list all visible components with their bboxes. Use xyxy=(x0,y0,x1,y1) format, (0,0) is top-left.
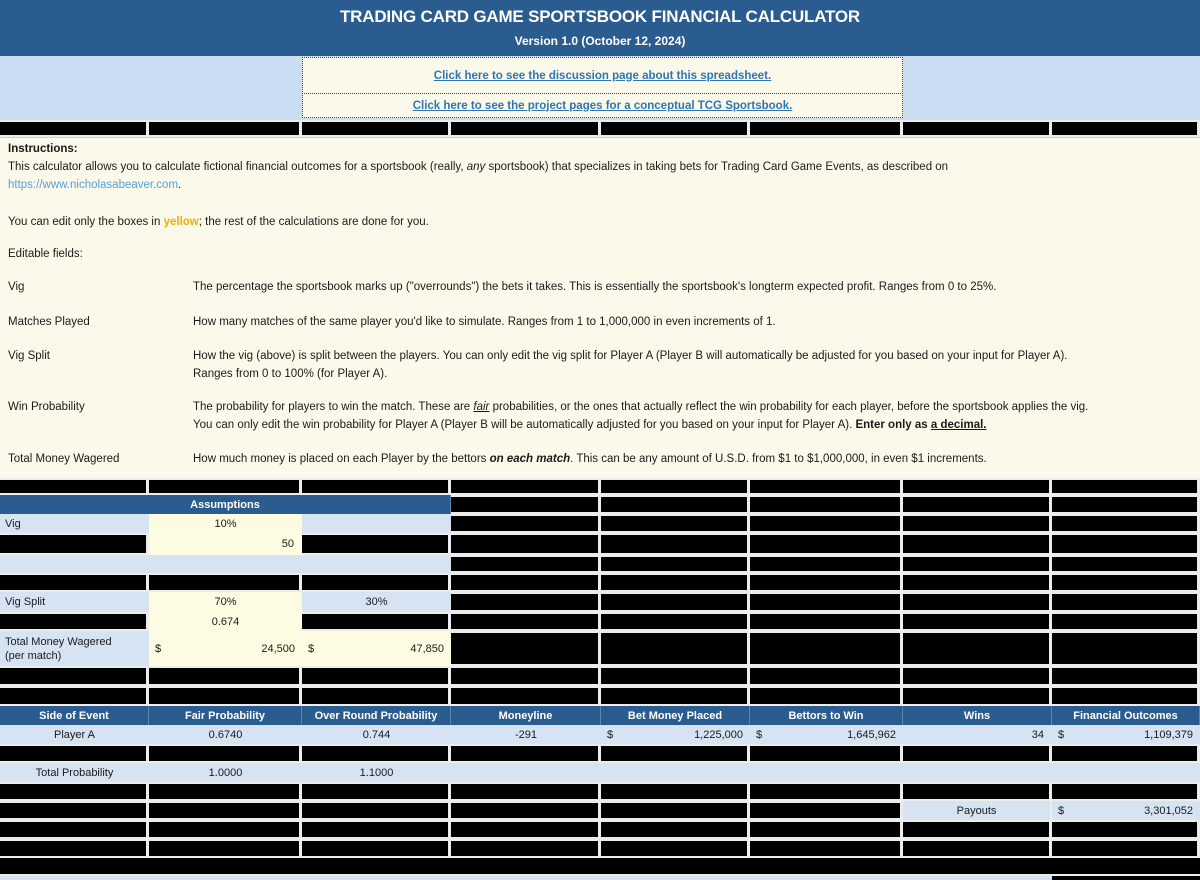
redacted-row xyxy=(0,120,1200,137)
redacted-cell xyxy=(1052,631,1200,666)
tmw-text: How much money is placed on each Player by the bettors xyxy=(193,453,490,465)
currency-symbol: $ xyxy=(756,728,763,741)
version-subtitle: Version 1.0 (October 12, 2024) xyxy=(514,34,686,48)
currency-symbol: $ xyxy=(607,728,614,741)
payouts-row xyxy=(0,801,1200,820)
edit-note-line xyxy=(8,216,429,229)
tmw-text-end: . This can be any amount of U.S.D. from $1 to $1,000,000, in even $1 increments. xyxy=(570,453,987,465)
field-label-total-money-wagered: Total Money Wagered xyxy=(8,453,120,465)
redacted-cell xyxy=(302,744,451,763)
redacted-cell xyxy=(1052,555,1200,573)
instructions-heading: Instructions: xyxy=(8,143,78,155)
redacted-cell xyxy=(750,782,903,801)
edit-note-highlight: yellow xyxy=(163,216,199,228)
redacted-cell xyxy=(0,533,149,555)
redacted-cell xyxy=(451,612,601,631)
redacted-cell xyxy=(1052,533,1200,555)
redacted-cell xyxy=(302,686,451,706)
redacted-cell xyxy=(903,120,1052,137)
redacted-cell xyxy=(0,666,149,686)
redacted-cell xyxy=(451,514,601,533)
links-box xyxy=(302,57,903,118)
player-a-side-cell: Player A xyxy=(0,725,149,744)
win-prob-bold-underline: a decimal. xyxy=(930,419,987,431)
financial-outcome-value: 1,109,379 xyxy=(1144,728,1193,741)
redacted-cell xyxy=(601,631,750,666)
vig-split-a-input-cell[interactable]: 70% xyxy=(149,592,302,612)
redacted-cell xyxy=(302,533,451,555)
redacted-row xyxy=(0,839,1200,858)
redacted-cell xyxy=(0,612,149,631)
redacted-cell xyxy=(149,686,302,706)
redacted-cell xyxy=(451,839,601,858)
assumptions-header: Assumptions xyxy=(0,495,451,514)
currency-symbol: $ xyxy=(155,642,162,655)
spacer-row xyxy=(0,555,1200,573)
site-link-line xyxy=(8,179,181,192)
redacted-cell xyxy=(1052,820,1200,839)
header-wins: Wins xyxy=(903,706,1052,725)
page-title: TRADING CARD GAME SPORTSBOOK FINANCIAL CALCULATOR xyxy=(339,7,861,26)
redacted-cell xyxy=(903,514,1052,533)
outcomes-table-header-row xyxy=(0,706,1200,725)
field-desc-vig: The percentage the sportsbook marks up ("overrounds") the bets it takes. This is essentially the sportsbook's longterm expected profit. Ranges from 0 to 25%. xyxy=(193,281,997,293)
paragraph-text-end: sportsbook) that specializes in taking bets for Trading Card Game Events, as described on xyxy=(485,161,949,173)
redacted-cell xyxy=(451,631,601,666)
redacted-cell xyxy=(903,533,1052,555)
site-link[interactable]: https://www.nicholasabeaver.com xyxy=(8,179,179,191)
redacted-cell xyxy=(0,820,149,839)
total-probability-row xyxy=(0,763,1200,782)
redacted-cell xyxy=(302,120,451,137)
header-bet-money-placed: Bet Money Placed xyxy=(601,706,750,725)
tmw-b-value: 47,850 xyxy=(410,642,444,655)
win-prob-text-end: probabilities, or the ones that actually reflect the win probability for each player, before the sportsbook applies the vig. xyxy=(489,401,1089,413)
field-desc-total-money-wagered xyxy=(193,453,987,466)
win-prob-line2-text: You can only edit the win probability for Player A (Player B will be automatically adjusted for you based on your input for Player A). xyxy=(193,419,856,431)
bottom-strip xyxy=(0,876,1200,880)
tmw-b-input-cell[interactable] xyxy=(302,631,451,666)
redacted-cell xyxy=(601,592,750,612)
redacted-cell xyxy=(451,533,601,555)
redacted-cell xyxy=(149,820,302,839)
win-probability-input-cell[interactable]: 0.674 xyxy=(149,612,302,631)
redacted-cell xyxy=(601,801,750,820)
redacted-cell xyxy=(1052,495,1200,514)
redacted-cell xyxy=(601,839,750,858)
field-label-win-probability: Win Probability xyxy=(8,401,85,413)
redacted-cell xyxy=(149,801,302,820)
currency-symbol: $ xyxy=(308,642,315,655)
tmw-label-line1: Total Money Wagered xyxy=(5,635,112,648)
bottom-strip-blue xyxy=(0,876,1052,880)
vig-split-b-cell: 30% xyxy=(302,592,451,612)
redacted-cell xyxy=(750,666,903,686)
redacted-cell xyxy=(601,744,750,763)
currency-symbol: $ xyxy=(1058,804,1065,817)
redacted-row xyxy=(0,478,1200,495)
instructions-panel xyxy=(0,137,1200,478)
redacted-cell xyxy=(0,686,149,706)
redacted-bar xyxy=(0,858,1200,876)
vig-input-cell[interactable]: 10% xyxy=(149,514,302,533)
matches-played-row xyxy=(0,533,1200,555)
win-prob-bold: Enter only as xyxy=(855,419,931,431)
redacted-cell xyxy=(451,782,601,801)
redacted-cell xyxy=(1052,592,1200,612)
total-over-round-probability-cell: 1.1000 xyxy=(302,763,451,782)
player-a-financial-outcome-cell xyxy=(1052,725,1200,744)
redacted-row xyxy=(0,666,1200,686)
redacted-cell xyxy=(903,782,1052,801)
redacted-row xyxy=(0,573,1200,592)
redacted-cell xyxy=(903,744,1052,763)
redacted-cell xyxy=(451,555,601,573)
redacted-cell xyxy=(601,533,750,555)
redacted-cell xyxy=(903,820,1052,839)
redacted-cell xyxy=(451,666,601,686)
total-probability-label-cell: Total Probability xyxy=(0,763,149,782)
redacted-cell xyxy=(601,514,750,533)
redacted-cell xyxy=(750,612,903,631)
tmw-a-value: 24,500 xyxy=(261,642,295,655)
redacted-cell xyxy=(1052,514,1200,533)
header-bettors-to-win: Bettors to Win xyxy=(750,706,903,725)
redacted-cell xyxy=(1052,744,1200,763)
redacted-row xyxy=(0,686,1200,706)
redacted-cell xyxy=(1052,573,1200,592)
redacted-cell xyxy=(451,820,601,839)
redacted-cell xyxy=(601,820,750,839)
vig-label-cell: Vig xyxy=(0,514,149,533)
redacted-cell xyxy=(302,839,451,858)
win-probability-row xyxy=(0,612,1200,631)
redacted-cell xyxy=(0,839,149,858)
player-a-moneyline-cell: -291 xyxy=(451,725,601,744)
matches-played-input-cell[interactable]: 50 xyxy=(149,533,302,555)
redacted-cell xyxy=(750,514,903,533)
vig-row xyxy=(0,514,1200,533)
redacted-cell xyxy=(903,839,1052,858)
redacted-row xyxy=(0,744,1200,763)
redacted-cell xyxy=(1052,782,1200,801)
redacted-cell xyxy=(0,478,149,495)
redacted-cell xyxy=(750,573,903,592)
redacted-cell xyxy=(149,120,302,137)
redacted-cell xyxy=(601,478,750,495)
field-desc-win-probability-line2 xyxy=(193,419,987,432)
header-financial-outcomes: Financial Outcomes xyxy=(1052,706,1200,725)
vig-split-row xyxy=(0,592,1200,612)
redacted-cell xyxy=(750,120,903,137)
empty-blue-cell xyxy=(601,763,750,782)
payouts-value-cell xyxy=(1052,801,1200,820)
redacted-cell xyxy=(149,478,302,495)
edit-note-text-end: ; the rest of the calculations are done for you. xyxy=(198,216,429,228)
redacted-cell xyxy=(601,686,750,706)
redacted-cell xyxy=(750,495,903,514)
bet-money-placed-value: 1,225,000 xyxy=(694,728,743,741)
redacted-cell xyxy=(1052,478,1200,495)
discussion-link-cell[interactable] xyxy=(302,57,903,94)
redacted-cell xyxy=(0,120,149,137)
redacted-cell xyxy=(750,631,903,666)
redacted-cell xyxy=(903,686,1052,706)
redacted-cell xyxy=(0,782,149,801)
player-a-bet-money-placed-cell xyxy=(601,725,750,744)
redacted-cell xyxy=(451,686,601,706)
redacted-cell xyxy=(302,612,451,631)
redacted-cell xyxy=(601,666,750,686)
field-label-vig-split: Vig Split xyxy=(8,350,50,362)
currency-symbol: $ xyxy=(1058,728,1065,741)
payouts-label-cell: Payouts xyxy=(903,801,1052,820)
player-a-wins-cell: 34 xyxy=(903,725,1052,744)
redacted-cell xyxy=(903,612,1052,631)
field-desc-vig-split-line2: Ranges from 0 to 100% (for Player A). xyxy=(193,368,388,380)
project-link-cell[interactable] xyxy=(302,93,903,118)
redacted-row xyxy=(0,820,1200,839)
header-over-round-probability: Over Round Probability xyxy=(302,706,451,725)
total-fair-probability-cell: 1.0000 xyxy=(149,763,302,782)
redacted-cell xyxy=(750,744,903,763)
project-pages-link[interactable]: Click here to see the project pages for a conceptual TCG Sportsbook. xyxy=(412,99,793,112)
redacted-cell xyxy=(601,555,750,573)
redacted-cell xyxy=(601,782,750,801)
empty-blue-cell xyxy=(0,555,451,573)
editable-fields-label: Editable fields: xyxy=(8,248,83,260)
bottom-strip-black xyxy=(1052,876,1200,880)
redacted-cell xyxy=(1052,666,1200,686)
redacted-cell xyxy=(149,839,302,858)
discussion-page-link[interactable]: Click here to see the discussion page about this spreadsheet. xyxy=(433,69,772,82)
edit-note-text: You can edit only the boxes in xyxy=(8,216,164,228)
empty-blue-cell xyxy=(302,514,451,533)
redacted-cell xyxy=(1052,686,1200,706)
redacted-cell xyxy=(451,801,601,820)
redacted-cell xyxy=(750,820,903,839)
empty-blue-cell xyxy=(903,763,1052,782)
site-link-period: . xyxy=(178,179,182,191)
redacted-cell xyxy=(601,495,750,514)
redacted-cell xyxy=(302,820,451,839)
redacted-cell xyxy=(451,495,601,514)
redacted-cell xyxy=(1052,612,1200,631)
redacted-cell xyxy=(750,533,903,555)
empty-blue-cell xyxy=(750,763,903,782)
field-desc-vig-split-line1: How the vig (above) is split between the players. You can only edit the vig split for Player A (Player B will automatically be adjusted for you based on your input for Player A). xyxy=(193,350,1068,362)
header-moneyline: Moneyline xyxy=(451,706,601,725)
redacted-cell xyxy=(451,120,601,137)
win-prob-text: The probability for players to win the match. These are xyxy=(193,401,474,413)
redacted-cell xyxy=(750,801,903,820)
bettors-to-win-value: 1,645,962 xyxy=(847,728,896,741)
field-desc-matches-played: How many matches of the same player you'd like to simulate. Ranges from 1 to 1,000,000 in even increments of 1. xyxy=(193,316,776,328)
tmw-emphasis: on each match xyxy=(489,453,571,465)
field-label-matches-played: Matches Played xyxy=(8,316,90,328)
player-a-row xyxy=(0,725,1200,744)
player-a-over-round-probability-cell: 0.744 xyxy=(302,725,451,744)
empty-blue-cell xyxy=(1052,763,1200,782)
total-money-wagered-row xyxy=(0,631,1200,666)
redacted-cell xyxy=(149,744,302,763)
tmw-label-line2: (per match) xyxy=(5,649,62,662)
redacted-cell xyxy=(149,782,302,801)
redacted-cell xyxy=(903,555,1052,573)
win-prob-fair-emphasis: fair xyxy=(473,401,490,413)
redacted-cell xyxy=(601,573,750,592)
redacted-cell xyxy=(750,839,903,858)
redacted-cell xyxy=(0,744,149,763)
assumptions-header-row xyxy=(0,495,1200,514)
redacted-row xyxy=(0,782,1200,801)
redacted-cell xyxy=(750,686,903,706)
redacted-cell xyxy=(0,801,149,820)
redacted-cell xyxy=(1052,120,1200,137)
paragraph-italic: any xyxy=(466,161,486,173)
redacted-cell xyxy=(750,478,903,495)
payouts-value: 3,301,052 xyxy=(1144,804,1193,817)
vig-split-label-cell: Vig Split xyxy=(0,592,149,612)
redacted-cell xyxy=(302,666,451,686)
title-bar xyxy=(0,0,1200,56)
tmw-a-input-cell[interactable] xyxy=(149,631,302,666)
redacted-cell xyxy=(903,478,1052,495)
field-label-vig: Vig xyxy=(8,281,25,293)
redacted-cell xyxy=(451,478,601,495)
redacted-cell xyxy=(302,478,451,495)
redacted-cell xyxy=(149,666,302,686)
player-a-fair-probability-cell: 0.6740 xyxy=(149,725,302,744)
player-a-bettors-to-win-cell xyxy=(750,725,903,744)
redacted-cell xyxy=(601,612,750,631)
redacted-cell xyxy=(750,592,903,612)
redacted-cell xyxy=(302,573,451,592)
redacted-cell xyxy=(903,631,1052,666)
links-band xyxy=(0,56,1200,120)
redacted-cell xyxy=(601,120,750,137)
redacted-cell xyxy=(903,592,1052,612)
header-fair-probability: Fair Probability xyxy=(149,706,302,725)
empty-blue-cell xyxy=(451,763,601,782)
redacted-cell xyxy=(1052,839,1200,858)
redacted-cell xyxy=(903,573,1052,592)
redacted-cell xyxy=(451,573,601,592)
redacted-cell xyxy=(903,666,1052,686)
instructions-paragraph xyxy=(8,161,948,174)
redacted-cell xyxy=(451,592,601,612)
redacted-cell xyxy=(149,573,302,592)
redacted-cell xyxy=(302,782,451,801)
redacted-cell xyxy=(302,801,451,820)
redacted-cell xyxy=(0,573,149,592)
tmw-label-cell xyxy=(0,631,149,666)
header-side-of-event: Side of Event xyxy=(0,706,149,725)
redacted-cell xyxy=(903,495,1052,514)
redacted-cell xyxy=(451,744,601,763)
redacted-cell xyxy=(750,555,903,573)
field-desc-win-probability-line1 xyxy=(193,401,1088,414)
paragraph-text: This calculator allows you to calculate fictional financial outcomes for a sportsbook (really, xyxy=(8,161,467,173)
